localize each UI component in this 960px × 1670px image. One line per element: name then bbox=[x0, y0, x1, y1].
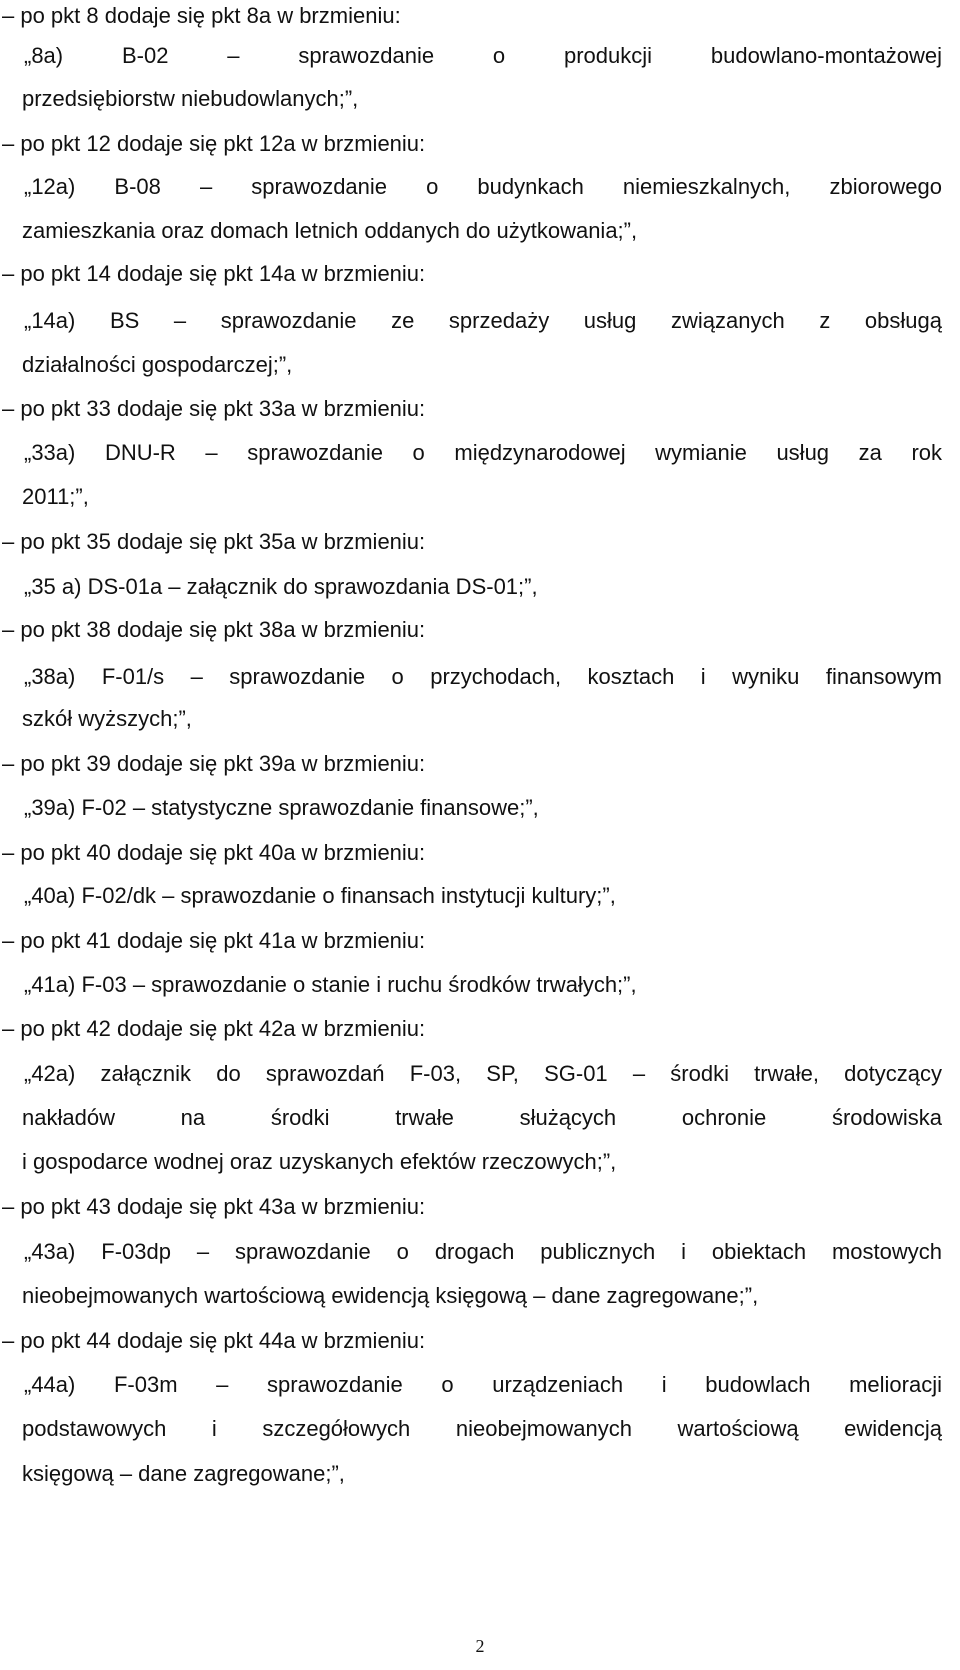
quoted-text-line: zamieszkania oraz domach letnich oddanych do użytkowania;”, bbox=[22, 218, 638, 243]
amendment-line: – po pkt 41 dodaje się pkt 41a w brzmieniu: bbox=[2, 928, 426, 953]
amendment-line: – po pkt 35 dodaje się pkt 35a w brzmieniu: bbox=[2, 529, 426, 554]
quoted-text-line: nieobejmowanych wartościową ewidencją księgową – dane zagregowane;”, bbox=[22, 1283, 759, 1308]
page-number: 2 bbox=[475, 1636, 485, 1656]
quoted-text-line: podstawowych i szczegółowych nieobejmowanych wartościową ewidencją bbox=[22, 1416, 942, 1441]
quoted-text-line: „38a) F-01/s – sprawozdanie o przychodach, kosztach i wyniku finansowym bbox=[24, 664, 942, 689]
quoted-text-line: szkół wyższych;”, bbox=[22, 706, 192, 731]
quoted-text-line: 2011;”, bbox=[22, 484, 89, 509]
amendment-line: – po pkt 33 dodaje się pkt 33a w brzmieniu: bbox=[2, 396, 426, 421]
quoted-text-line: „14a) BS – sprawozdanie ze sprzedaży usług związanych z obsługą bbox=[24, 308, 942, 333]
quoted-text-line: księgową – dane zagregowane;”, bbox=[22, 1461, 345, 1486]
amendment-line: – po pkt 38 dodaje się pkt 38a w brzmieniu: bbox=[2, 617, 426, 642]
amendment-line: – po pkt 8 dodaje się pkt 8a w brzmieniu: bbox=[2, 3, 401, 28]
quoted-text-line: „12a) B-08 – sprawozdanie o budynkach niemieszkalnych, zbiorowego bbox=[24, 174, 942, 199]
quoted-text-line: „8a) B-02 – sprawozdanie o produkcji budowlano-montażowej bbox=[24, 43, 942, 68]
amendment-line: – po pkt 43 dodaje się pkt 43a w brzmieniu: bbox=[2, 1194, 426, 1219]
quoted-text-line: „39a) F-02 – statystyczne sprawozdanie finansowe;”, bbox=[24, 795, 539, 820]
quoted-text-line: „33a) DNU-R – sprawozdanie o międzynarodowej wymianie usług za rok bbox=[24, 440, 942, 465]
quoted-text-line: przedsiębiorstw niebudowlanych;”, bbox=[22, 86, 359, 111]
amendment-line: – po pkt 42 dodaje się pkt 42a w brzmieniu: bbox=[2, 1016, 426, 1041]
amendment-line: – po pkt 14 dodaje się pkt 14a w brzmieniu: bbox=[2, 261, 426, 286]
quoted-text-line: działalności gospodarczej;”, bbox=[22, 352, 293, 377]
amendment-line: – po pkt 39 dodaje się pkt 39a w brzmieniu: bbox=[2, 751, 426, 776]
quoted-text-line: i gospodarce wodnej oraz uzyskanych efektów rzeczowych;”, bbox=[22, 1149, 617, 1174]
quoted-text-line: „44a) F-03m – sprawozdanie o urządzeniach i budowlach melioracji bbox=[24, 1372, 942, 1397]
amendment-line: – po pkt 40 dodaje się pkt 40a w brzmieniu: bbox=[2, 840, 426, 865]
quoted-text-line: „41a) F-03 – sprawozdanie o stanie i ruchu środków trwałych;”, bbox=[24, 972, 637, 997]
quoted-text-line: „42a) załącznik do sprawozdań F-03, SP, SG-01 – środki trwałe, dotyczący bbox=[24, 1061, 942, 1086]
quoted-text-line: nakładów na środki trwałe służących ochronie środowiska bbox=[22, 1105, 942, 1130]
quoted-text-line: „43a) F-03dp – sprawozdanie o drogach publicznych i obiektach mostowych bbox=[24, 1239, 942, 1264]
quoted-text-line: „35 a) DS-01a – załącznik do sprawozdania DS-01;”, bbox=[24, 574, 538, 599]
amendment-line: – po pkt 44 dodaje się pkt 44a w brzmieniu: bbox=[2, 1328, 426, 1353]
amendment-line: – po pkt 12 dodaje się pkt 12a w brzmieniu: bbox=[2, 131, 426, 156]
quoted-text-line: „40a) F-02/dk – sprawozdanie o finansach instytucji kultury;”, bbox=[24, 883, 616, 908]
